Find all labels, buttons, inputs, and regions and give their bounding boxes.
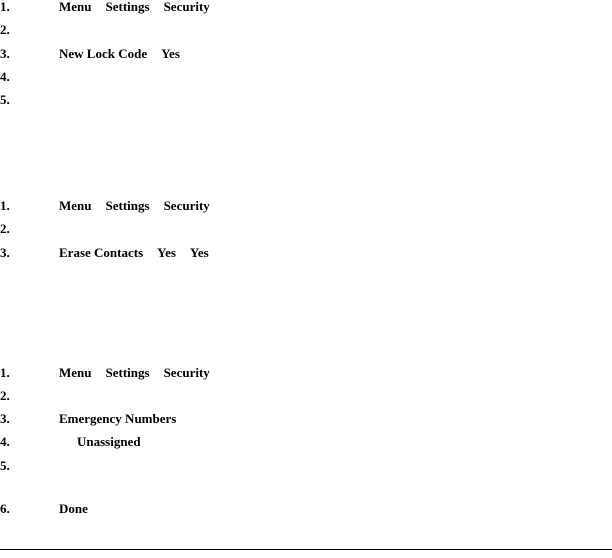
section-3-step-5: [0, 457, 612, 475]
menu-path-item: Security: [163, 365, 210, 380]
footer-rule: [0, 549, 612, 550]
step-text: [59, 197, 210, 215]
menu-option-yes: Yes: [161, 46, 180, 61]
step-text: [59, 410, 176, 428]
step-number: 1.: [0, 198, 10, 213]
step-number: 3.: [0, 411, 10, 426]
menu-path-item: Menu: [59, 0, 92, 14]
menu-option-done: Done: [59, 501, 88, 516]
section-2-step-2: [0, 220, 612, 238]
menu-path-item: Settings: [105, 0, 150, 14]
menu-option-emergency-numbers: Emergency Numbers: [59, 411, 177, 426]
section-2-step-1: [0, 197, 612, 215]
section-1-step-4: [0, 68, 612, 86]
step-number: 3.: [0, 46, 10, 61]
section-3-step-3: [0, 410, 612, 428]
step-text: [77, 433, 141, 451]
menu-option-erase-contacts: Erase Contacts: [59, 245, 144, 260]
menu-option-unassigned: Unassigned: [77, 434, 141, 449]
step-number: 4.: [0, 434, 10, 449]
step-number: 5.: [0, 458, 10, 473]
menu-option-yes: Yes: [189, 245, 209, 260]
section-3-step-4: [0, 433, 612, 451]
step-number: 4.: [0, 69, 10, 84]
section-3-step-6: [0, 500, 612, 518]
menu-option-yes: Yes: [157, 245, 176, 260]
section-1-step-1: [0, 0, 612, 16]
step-number: 5.: [0, 92, 10, 107]
section-2-step-3: [0, 244, 612, 262]
step-text: [59, 500, 88, 518]
step-text: [59, 364, 210, 382]
step-text: [59, 45, 180, 63]
menu-path-item: Menu: [59, 365, 92, 380]
step-number: 6.: [0, 501, 10, 516]
step-text: [59, 0, 210, 16]
section-1-step-2: [0, 21, 612, 39]
menu-path-item: Settings: [105, 365, 150, 380]
step-number: 3.: [0, 245, 10, 260]
section-3-step-2: [0, 387, 612, 405]
menu-path-item: Security: [163, 198, 210, 213]
step-text: [59, 244, 209, 262]
step-number: 2.: [0, 388, 10, 403]
step-number: 1.: [0, 0, 10, 14]
menu-option-new-lock-code: New Lock Code: [59, 46, 148, 61]
step-number: 2.: [0, 221, 10, 236]
section-3-step-1: [0, 364, 612, 382]
section-1-step-3: [0, 45, 612, 63]
section-1-step-5: [0, 91, 612, 109]
step-number: 1.: [0, 365, 10, 380]
menu-path-item: Security: [163, 0, 210, 14]
menu-path-item: Settings: [105, 198, 150, 213]
menu-path-item: Menu: [59, 198, 92, 213]
step-number: 2.: [0, 22, 10, 37]
